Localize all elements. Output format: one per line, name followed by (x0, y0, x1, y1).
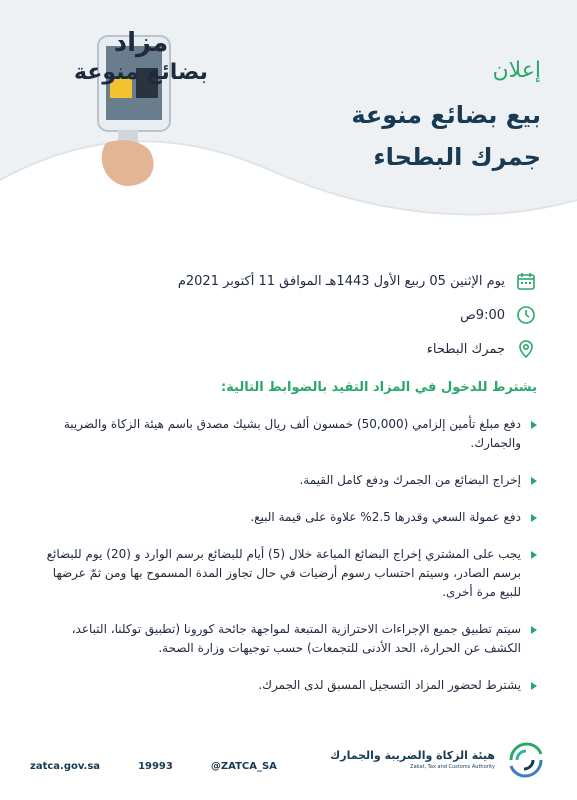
announcement-title: بيع بضائع منوعة (351, 101, 541, 129)
announcement-subtitle: جمرك البطحاء (373, 143, 541, 171)
event-time-row (37, 300, 537, 330)
hero-title-line1: مزاد (113, 28, 169, 58)
event-details (37, 266, 537, 368)
footer (0, 720, 577, 800)
bullet-arrow-icon (531, 551, 537, 559)
announcement-kicker: إعلان (492, 58, 541, 83)
conditions-title: يشترط للدخول في المزاد التقيد بالضوابط التالية: (220, 380, 537, 395)
condition-text: يجب على المشتري إخراج البضائع المباعة خلال (5) أيام للبضائع برسم الوارد و (20) يوم للبضائع برسم الصادر، وسيتم احتساب رسوم أرضيات في حال تجاوز المدة المسموح بها ومن ثمّ عرضها للبيع مرة أخرى. (46, 547, 521, 599)
zatca-logo (330, 738, 547, 782)
calendar-icon (515, 270, 537, 292)
logo-english-name: Zakat, Tax and Customs Authority (410, 764, 495, 770)
condition-item (37, 676, 537, 695)
event-location-row (37, 334, 537, 364)
bullet-arrow-icon (531, 626, 537, 634)
footer-contact-links (30, 761, 277, 772)
condition-text: إخراج البضائع من الجمرك ودفع كامل القيمة. (299, 473, 521, 487)
condition-item (37, 620, 537, 658)
hero-title-line2: بضائع منوعة (74, 60, 208, 85)
footer-website-link[interactable]: zatca.gov.sa (30, 761, 101, 772)
bullet-arrow-icon (531, 514, 537, 522)
condition-text: سيتم تطبيق جميع الإجراءات الاحترازية المتبعة لمواجهة جائحة كورونا (تطبيق توكلنا، التباعد، الكشف عن الحرارة، الحد الأدنى للتجمعات) حسب توجيهات وزارة الصحة. (71, 622, 521, 655)
condition-text: دفع عمولة السعي وقدرها 2.5% علاوة على قيمة البيع. (250, 510, 521, 524)
condition-item (37, 545, 537, 602)
condition-text: يشترط لحضور المزاد التسجيل المسبق لدى الجمرك. (258, 678, 521, 692)
logo-arabic-name: هيئة الزكاة والضريبة والجمارك (330, 749, 495, 762)
footer-social-handle[interactable]: @ZATCA_SA (210, 761, 277, 772)
bullet-arrow-icon (531, 477, 537, 485)
event-date: يوم الإثنين 05 ربيع الأول 1443هـ الموافق 11 أكتوبر 2021م (177, 273, 505, 289)
announcement-heading (221, 56, 541, 178)
event-location: جمرك البطحاء (426, 341, 505, 357)
condition-item (37, 415, 537, 453)
bullet-arrow-icon (531, 421, 537, 429)
event-time: 9:00ص (460, 307, 505, 323)
auction-paddle-illustration (66, 18, 216, 188)
condition-item (37, 508, 537, 527)
condition-item (37, 471, 537, 490)
conditions-section (37, 380, 537, 713)
clock-icon (515, 304, 537, 326)
bullet-arrow-icon (531, 682, 537, 690)
event-date-row (37, 266, 537, 296)
location-pin-icon (515, 338, 537, 360)
conditions-list (37, 415, 537, 695)
footer-phone[interactable]: 19993 (138, 761, 173, 772)
condition-text: دفع مبلغ تأمين إلزامي (50,000) خمسون ألف ريال بشيك مصدق باسم هيئة الزكاة والضريبة والجمارك. (63, 417, 521, 450)
zatca-logo-mark-icon (503, 738, 547, 782)
